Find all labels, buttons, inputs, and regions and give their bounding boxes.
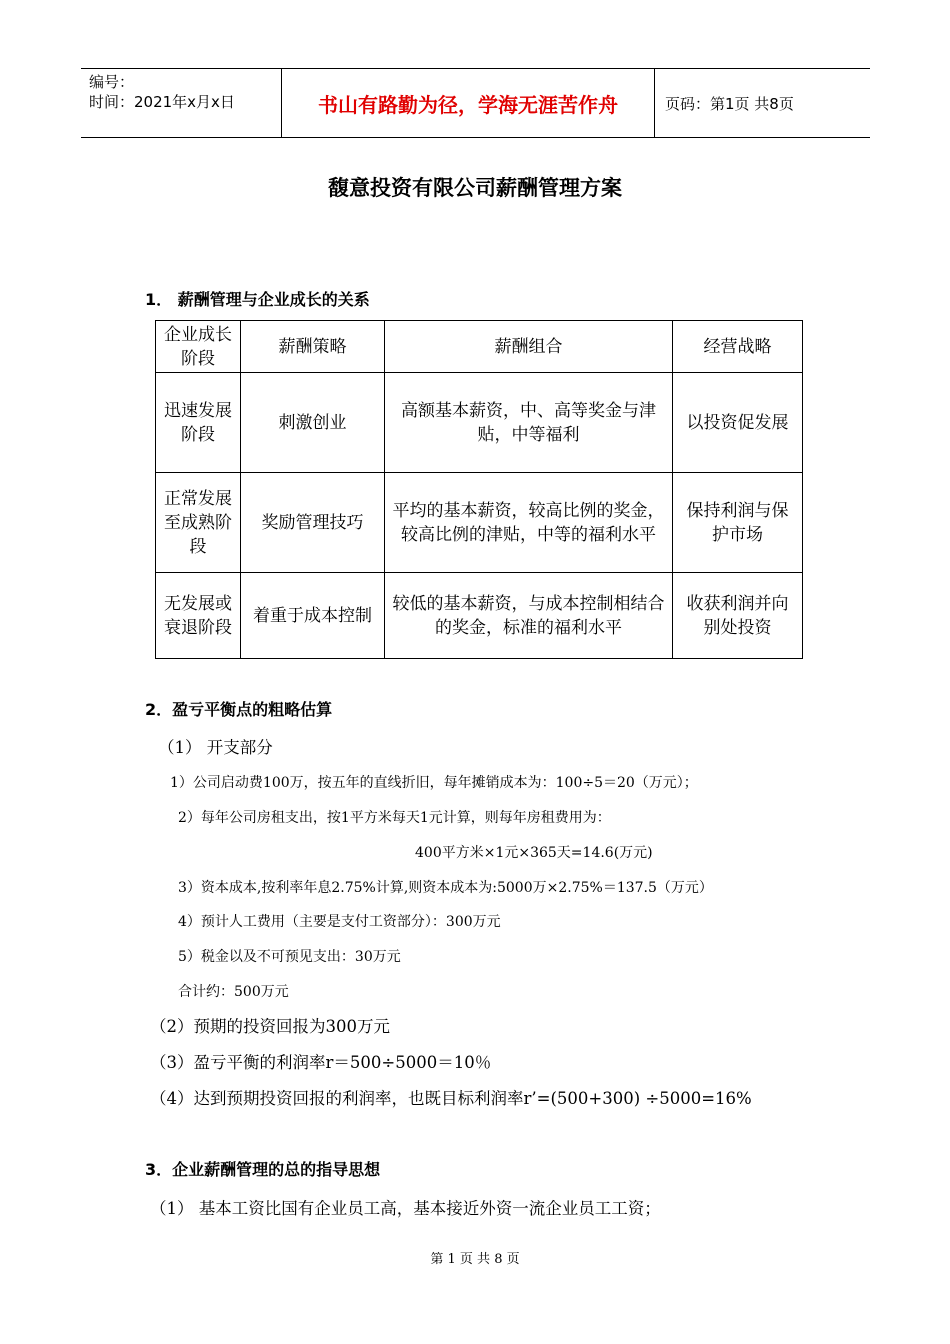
section2-sub4: （4）达到预期投资回报的利润率，也既目标利润率r’=(500+300) ÷5000=16% (150, 1089, 752, 1108)
section2-sub2: （2）预期的投资回报为300万元 (150, 1017, 390, 1036)
document-title: 馥意投资有限公司薪酬管理方案 (328, 176, 622, 200)
table-row (156, 473, 803, 573)
expense-item: 400平方米×1元×365天=14.6(万元) (415, 845, 653, 861)
salary-table (155, 320, 803, 659)
section1-heading: 1． 薪酬管理与企业成长的关系 (145, 290, 370, 309)
section3-heading: 3．企业薪酬管理的总的指导思想 (145, 1160, 381, 1179)
page-footer: 第 1 页 共 8 页 (430, 1252, 520, 1267)
table-cell: 保持利润与保护市场 (673, 473, 803, 573)
table-cell: 以投资促发展 (673, 373, 803, 473)
section2-sub3: （3）盈亏平衡的利润率r＝500÷5000＝10％ (150, 1053, 492, 1072)
table-cell: 收获利润并向别处投资 (673, 573, 803, 659)
table-cell: 无发展或衰退阶段 (156, 573, 241, 659)
table-header-cell: 经营战略 (673, 321, 803, 373)
table-cell: 较低的基本薪资，与成本控制相结合的奖金，标准的福利水平 (385, 573, 673, 659)
table-row (156, 573, 803, 659)
table-row (156, 373, 803, 473)
table-cell: 着重于成本控制 (241, 573, 385, 659)
table-header-cell: 薪酬策略 (241, 321, 385, 373)
table-header-row (156, 321, 803, 373)
header-date: 时间：2021年x月x日 (89, 93, 235, 111)
expense-item: 5）税金以及不可预见支出：30万元 (178, 949, 401, 965)
expense-item: 2）每年公司房租支出，按1平方米每天1元计算，则每年房租费用为： (178, 810, 611, 826)
header-slogan: 书山有路勤为径，学海无涯苦作舟 (281, 69, 655, 137)
section2-sub1: （1） 开支部分 (158, 738, 273, 757)
table-cell: 高额基本薪资，中、高等奖金与津贴，中等福利 (385, 373, 673, 473)
header-meta (81, 69, 281, 137)
table-cell: 奖励管理技巧 (241, 473, 385, 573)
document-header (81, 68, 870, 138)
table-cell: 正常发展至成熟阶段 (156, 473, 241, 573)
section3-item1: （1） 基本工资比国有企业员工高，基本接近外资一流企业员工工资； (150, 1199, 661, 1218)
table-header-cell: 企业成长阶段 (156, 321, 241, 373)
table-header-cell: 薪酬组合 (385, 321, 673, 373)
section2-heading: 2．盈亏平衡点的粗略估算 (145, 700, 333, 719)
header-number: 编号： (89, 73, 135, 91)
header-page: 页码：第1页 共8页 (665, 94, 794, 113)
expense-item: 1）公司启动费100万，按五年的直线折旧，每年摊销成本为：100÷5＝20（万元）； (170, 775, 698, 791)
table-cell: 迅速发展阶段 (156, 373, 241, 473)
table-cell: 平均的基本薪资，较高比例的奖金，较高比例的津贴，中等的福利水平 (385, 473, 673, 573)
expense-total: 合计约：500万元 (178, 984, 289, 1000)
expense-item: 3）资本成本,按利率年息2.75%计算,则资本成本为:5000万×2.75%＝137.5（万元） (178, 880, 713, 896)
expense-item: 4）预计人工费用（主要是支付工资部分）：300万元 (178, 914, 501, 930)
table-cell: 刺激创业 (241, 373, 385, 473)
